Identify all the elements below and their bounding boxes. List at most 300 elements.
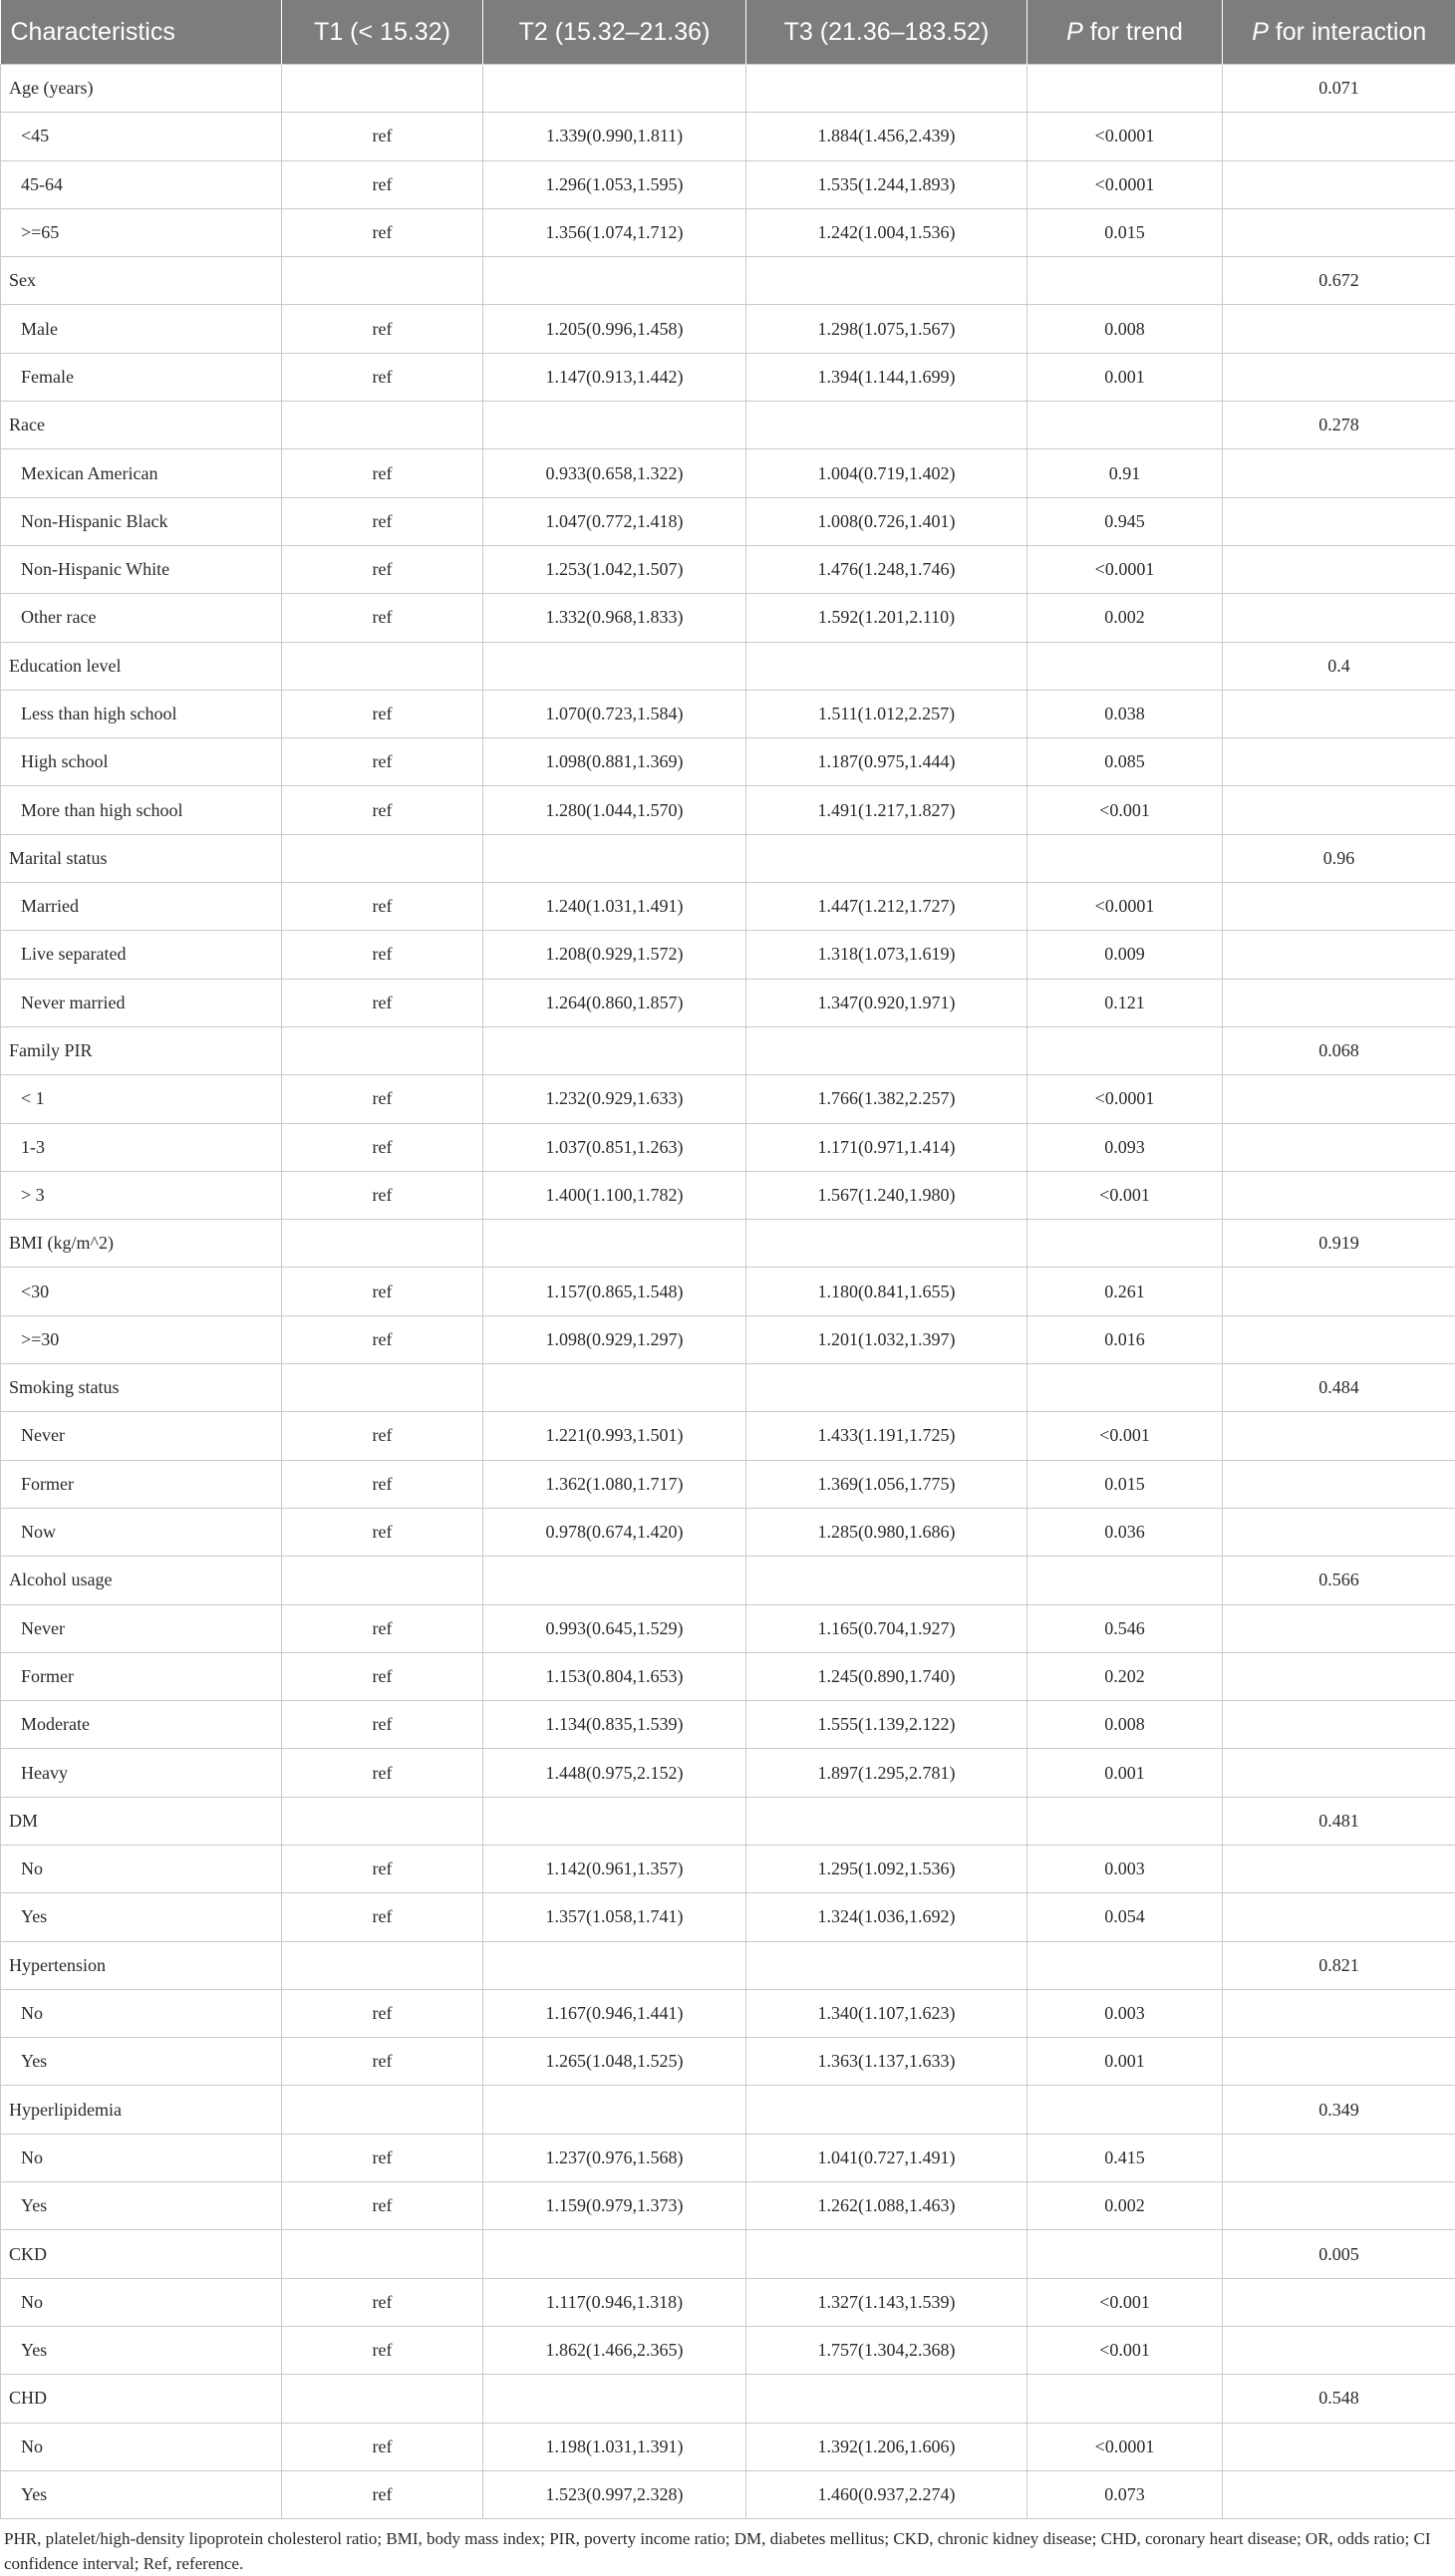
p-interaction-cell: 0.349: [1223, 2086, 1455, 2134]
t2-cell: 1.147(0.913,1.442): [483, 353, 746, 401]
t3-cell: 1.369(1.056,1.775): [746, 1460, 1027, 1508]
t3-cell: 1.285(0.980,1.686): [746, 1508, 1027, 1556]
t2-cell: 1.037(0.851,1.263): [483, 1123, 746, 1171]
table-row: [1, 2182, 1455, 2230]
t1-cell: [282, 642, 483, 690]
t1-cell: ref: [282, 690, 483, 737]
t3-cell: 1.757(1.304,2.368): [746, 2326, 1027, 2374]
t3-cell: 1.447(1.212,1.727): [746, 883, 1027, 931]
p-trend-cell: 0.001: [1027, 1749, 1223, 1797]
header-t3: T3 (21.36–183.52): [746, 0, 1027, 65]
p-interaction-cell: [1223, 1701, 1455, 1749]
t1-cell: ref: [282, 449, 483, 497]
t1-cell: ref: [282, 2182, 483, 2230]
t1-cell: ref: [282, 738, 483, 786]
t3-cell: 1.766(1.382,2.257): [746, 1075, 1027, 1123]
t1-cell: [282, 402, 483, 449]
table-row: [1, 2326, 1455, 2374]
group-row: [1, 1797, 1455, 1845]
t1-cell: [282, 2375, 483, 2423]
t2-cell: [483, 2230, 746, 2278]
table-row: [1, 1123, 1455, 1171]
p-interaction-cell: [1223, 449, 1455, 497]
p-trend-cell: 0.015: [1027, 208, 1223, 256]
group-row: [1, 1941, 1455, 1989]
table-row: [1, 208, 1455, 256]
p-interaction-cell: 0.672: [1223, 257, 1455, 305]
t2-cell: 0.978(0.674,1.420): [483, 1508, 746, 1556]
t3-cell: 1.511(1.012,2.257): [746, 690, 1027, 737]
subgroup-label: Now: [1, 1508, 282, 1556]
t2-cell: 1.198(1.031,1.391): [483, 2423, 746, 2470]
p-interaction-cell: 0.278: [1223, 402, 1455, 449]
group-row: [1, 2230, 1455, 2278]
p-trend-cell: 0.008: [1027, 1701, 1223, 1749]
p-interaction-cell: 0.005: [1223, 2230, 1455, 2278]
subgroup-label: No: [1, 2423, 282, 2470]
table-row: [1, 545, 1455, 593]
table-row: [1, 1749, 1455, 1797]
t1-cell: [282, 2230, 483, 2278]
t1-cell: ref: [282, 305, 483, 353]
t3-cell: 1.165(0.704,1.927): [746, 1604, 1027, 1652]
p-interaction-cell: 0.484: [1223, 1364, 1455, 1412]
subgroup-label: 1-3: [1, 1123, 282, 1171]
t1-cell: ref: [282, 1268, 483, 1315]
t1-cell: ref: [282, 1460, 483, 1508]
p-trend-cell: <0.001: [1027, 1412, 1223, 1460]
t3-cell: [746, 1026, 1027, 1074]
p-interaction-cell: [1223, 497, 1455, 545]
subgroup-label: Yes: [1, 2470, 282, 2518]
p-interaction-cell: [1223, 1123, 1455, 1171]
p-interaction-cell: [1223, 2134, 1455, 2181]
p-interaction-cell: [1223, 883, 1455, 931]
table-row: [1, 1604, 1455, 1652]
t3-cell: 1.201(1.032,1.397): [746, 1315, 1027, 1363]
table-row: [1, 1893, 1455, 1941]
t3-cell: 1.394(1.144,1.699): [746, 353, 1027, 401]
p-interaction-cell: [1223, 1845, 1455, 1892]
p-interaction-cell: [1223, 2470, 1455, 2518]
t1-cell: ref: [282, 1989, 483, 2037]
t3-cell: 1.324(1.036,1.692): [746, 1893, 1027, 1941]
p-trend-cell: 0.121: [1027, 979, 1223, 1026]
p-trend-cell: <0.0001: [1027, 545, 1223, 593]
t3-cell: 1.327(1.143,1.539): [746, 2278, 1027, 2326]
p-trend-cell: <0.001: [1027, 2278, 1223, 2326]
p-interaction-cell: [1223, 305, 1455, 353]
p-trend-cell: 0.415: [1027, 2134, 1223, 2181]
t3-cell: 1.171(0.971,1.414): [746, 1123, 1027, 1171]
p-interaction-cell: [1223, 1171, 1455, 1219]
subgroup-label: Yes: [1, 1893, 282, 1941]
subgroup-label: Former: [1, 1652, 282, 1700]
t2-cell: 1.098(0.881,1.369): [483, 738, 746, 786]
t1-cell: ref: [282, 1701, 483, 1749]
group-label: CHD: [1, 2375, 282, 2423]
t1-cell: ref: [282, 931, 483, 979]
t1-cell: [282, 1220, 483, 1268]
p-trend-cell: <0.001: [1027, 1171, 1223, 1219]
table-row: [1, 160, 1455, 208]
p-interaction-cell: 0.548: [1223, 2375, 1455, 2423]
group-label: Hypertension: [1, 1941, 282, 1989]
t1-cell: ref: [282, 1749, 483, 1797]
t3-cell: 1.476(1.248,1.746): [746, 545, 1027, 593]
p-interaction-cell: [1223, 208, 1455, 256]
t2-cell: 1.157(0.865,1.548): [483, 1268, 746, 1315]
t2-cell: [483, 834, 746, 882]
subgroup-label: No: [1, 1845, 282, 1892]
table-row: [1, 2278, 1455, 2326]
group-row: [1, 65, 1455, 113]
p-trend-cell: 0.093: [1027, 1123, 1223, 1171]
p-interaction-cell: [1223, 113, 1455, 160]
header-row: [1, 0, 1455, 65]
t1-cell: ref: [282, 1893, 483, 1941]
p-trend-cell: [1027, 65, 1223, 113]
subgroup-label: > 3: [1, 1171, 282, 1219]
subgroup-label: < 1: [1, 1075, 282, 1123]
t2-cell: [483, 1797, 746, 1845]
t1-cell: ref: [282, 160, 483, 208]
t3-cell: 1.340(1.107,1.623): [746, 1989, 1027, 2037]
t3-cell: 1.187(0.975,1.444): [746, 738, 1027, 786]
p-trend-cell: 0.016: [1027, 1315, 1223, 1363]
subgroup-label: <45: [1, 113, 282, 160]
p-interaction-cell: [1223, 1604, 1455, 1652]
t2-cell: 1.523(0.997,2.328): [483, 2470, 746, 2518]
t2-cell: 0.933(0.658,1.322): [483, 449, 746, 497]
t2-cell: 1.167(0.946,1.441): [483, 1989, 746, 2037]
table-row: [1, 1845, 1455, 1892]
t1-cell: ref: [282, 2423, 483, 2470]
t2-cell: 1.240(1.031,1.491): [483, 883, 746, 931]
p-interaction-cell: [1223, 2182, 1455, 2230]
header-t1: T1 (< 15.32): [282, 0, 483, 65]
p-trend-cell: [1027, 642, 1223, 690]
t3-cell: 1.592(1.201,2.110): [746, 594, 1027, 642]
p-interaction-cell: [1223, 545, 1455, 593]
table-row: [1, 2470, 1455, 2518]
table-row: [1, 1460, 1455, 1508]
p-trend-cell: 0.91: [1027, 449, 1223, 497]
p-trend-cell: [1027, 2230, 1223, 2278]
group-row: [1, 1364, 1455, 1412]
p-interaction-cell: [1223, 1989, 1455, 2037]
p-interaction-cell: [1223, 2326, 1455, 2374]
t3-cell: 1.262(1.088,1.463): [746, 2182, 1027, 2230]
p-trend-cell: 0.003: [1027, 1845, 1223, 1892]
p-interaction-cell: 0.481: [1223, 1797, 1455, 1845]
t1-cell: ref: [282, 2470, 483, 2518]
p-trend-cell: 0.038: [1027, 690, 1223, 737]
table-row: [1, 449, 1455, 497]
t3-cell: 1.567(1.240,1.980): [746, 1171, 1027, 1219]
p-trend-cell: <0.0001: [1027, 113, 1223, 160]
t3-cell: [746, 834, 1027, 882]
table-row: [1, 1989, 1455, 2037]
t2-cell: 1.862(1.466,2.365): [483, 2326, 746, 2374]
t2-cell: [483, 1364, 746, 1412]
t1-cell: [282, 65, 483, 113]
t2-cell: 1.134(0.835,1.539): [483, 1701, 746, 1749]
t1-cell: ref: [282, 497, 483, 545]
p-interaction-cell: [1223, 786, 1455, 834]
group-row: [1, 257, 1455, 305]
p-interaction-cell: [1223, 1075, 1455, 1123]
t2-cell: [483, 1220, 746, 1268]
p-trend-cell: <0.0001: [1027, 2423, 1223, 2470]
t2-cell: 1.232(0.929,1.633): [483, 1075, 746, 1123]
p-trend-cell: [1027, 1557, 1223, 1604]
p-trend-cell: [1027, 1797, 1223, 1845]
group-row: [1, 1026, 1455, 1074]
table-row: [1, 1701, 1455, 1749]
p-interaction-cell: [1223, 931, 1455, 979]
group-label: Marital status: [1, 834, 282, 882]
t3-cell: [746, 2230, 1027, 2278]
t2-cell: 1.448(0.975,2.152): [483, 1749, 746, 1797]
table-body: [1, 65, 1455, 2519]
t1-cell: ref: [282, 208, 483, 256]
t3-cell: [746, 402, 1027, 449]
t2-cell: [483, 2375, 746, 2423]
t1-cell: [282, 1797, 483, 1845]
t3-cell: 1.242(1.004,1.536): [746, 208, 1027, 256]
subgroup-label: Yes: [1, 2326, 282, 2374]
p-trend-cell: [1027, 2086, 1223, 2134]
t3-cell: 1.318(1.073,1.619): [746, 931, 1027, 979]
subgroup-label: Non-Hispanic White: [1, 545, 282, 593]
t1-cell: ref: [282, 545, 483, 593]
group-row: [1, 642, 1455, 690]
t1-cell: ref: [282, 883, 483, 931]
subgroup-label: 45-64: [1, 160, 282, 208]
t1-cell: [282, 834, 483, 882]
p-interaction-cell: [1223, 353, 1455, 401]
table-row: [1, 883, 1455, 931]
p-trend-cell: [1027, 834, 1223, 882]
group-label: Smoking status: [1, 1364, 282, 1412]
p-trend-cell: 0.001: [1027, 2038, 1223, 2086]
t3-cell: 1.884(1.456,2.439): [746, 113, 1027, 160]
p-interaction-cell: [1223, 1749, 1455, 1797]
p-interaction-cell: 0.566: [1223, 1557, 1455, 1604]
p-interaction-cell: [1223, 1893, 1455, 1941]
t1-cell: ref: [282, 594, 483, 642]
subgroup-label: Less than high school: [1, 690, 282, 737]
table-row: [1, 690, 1455, 737]
p-interaction-cell: [1223, 2278, 1455, 2326]
p-trend-cell: 0.001: [1027, 353, 1223, 401]
group-label: Hyperlipidemia: [1, 2086, 282, 2134]
p-trend-cell: <0.001: [1027, 786, 1223, 834]
subgroup-label: Non-Hispanic Black: [1, 497, 282, 545]
t1-cell: [282, 1026, 483, 1074]
group-label: CKD: [1, 2230, 282, 2278]
t1-cell: ref: [282, 113, 483, 160]
table-row: [1, 1652, 1455, 1700]
subgroup-label: Married: [1, 883, 282, 931]
t3-cell: 1.491(1.217,1.827): [746, 786, 1027, 834]
table-row: [1, 2038, 1455, 2086]
table-row: [1, 2423, 1455, 2470]
group-row: [1, 834, 1455, 882]
t3-cell: [746, 1220, 1027, 1268]
t3-cell: [746, 1941, 1027, 1989]
t1-cell: ref: [282, 2278, 483, 2326]
p-trend-cell: 0.202: [1027, 1652, 1223, 1700]
group-row: [1, 2375, 1455, 2423]
subgroup-label: No: [1, 2278, 282, 2326]
p-trend-cell: <0.0001: [1027, 883, 1223, 931]
subgroup-label: More than high school: [1, 786, 282, 834]
table-row: [1, 738, 1455, 786]
p-interaction-cell: [1223, 1315, 1455, 1363]
table-row: [1, 1075, 1455, 1123]
p-trend-cell: 0.073: [1027, 2470, 1223, 2518]
header-p-trend: P for trend: [1027, 0, 1223, 65]
t1-cell: [282, 257, 483, 305]
t2-cell: 1.253(1.042,1.507): [483, 545, 746, 593]
t1-cell: ref: [282, 1845, 483, 1892]
t2-cell: [483, 1026, 746, 1074]
table-row: [1, 497, 1455, 545]
t2-cell: 1.237(0.976,1.568): [483, 2134, 746, 2181]
p-trend-cell: [1027, 1220, 1223, 1268]
t2-cell: [483, 1941, 746, 1989]
t3-cell: 1.460(0.937,2.274): [746, 2470, 1027, 2518]
p-interaction-cell: [1223, 1268, 1455, 1315]
p-trend-cell: [1027, 1941, 1223, 1989]
p-trend-cell: [1027, 1364, 1223, 1412]
group-label: DM: [1, 1797, 282, 1845]
table-row: [1, 1412, 1455, 1460]
p-interaction-cell: 0.071: [1223, 65, 1455, 113]
table-row: [1, 1268, 1455, 1315]
group-label: Alcohol usage: [1, 1557, 282, 1604]
group-row: [1, 1557, 1455, 1604]
p-trend-cell: 0.054: [1027, 1893, 1223, 1941]
header-p-interaction: P for interaction: [1223, 0, 1455, 65]
t1-cell: [282, 1941, 483, 1989]
table-row: [1, 2134, 1455, 2181]
subgroup-label: Former: [1, 1460, 282, 1508]
table-footnote: PHR, platelet/high-density lipoprotein cholesterol ratio; BMI, body mass index; PIR, poverty income ratio; DM, diabetes mellitus; CKD, chronic kidney disease; CHD, coronary heart disease; OR, odds ratio; CI confidence interval; Ref, reference.: [4, 2529, 1431, 2574]
p-interaction-cell: [1223, 1652, 1455, 1700]
subgroup-label: Live separated: [1, 931, 282, 979]
subgroup-label: Heavy: [1, 1749, 282, 1797]
t1-cell: ref: [282, 353, 483, 401]
group-label: Age (years): [1, 65, 282, 113]
t3-cell: 1.008(0.726,1.401): [746, 497, 1027, 545]
p-trend-cell: 0.003: [1027, 1989, 1223, 2037]
table-row: [1, 979, 1455, 1026]
t3-cell: 1.363(1.137,1.633): [746, 2038, 1027, 2086]
t2-cell: 1.208(0.929,1.572): [483, 931, 746, 979]
t3-cell: [746, 2375, 1027, 2423]
t3-cell: 1.392(1.206,1.606): [746, 2423, 1027, 2470]
t1-cell: ref: [282, 1412, 483, 1460]
table-row: [1, 786, 1455, 834]
p-interaction-cell: [1223, 979, 1455, 1026]
table-row: [1, 1508, 1455, 1556]
header-characteristics: Characteristics: [1, 0, 282, 65]
p-interaction-cell: 0.96: [1223, 834, 1455, 882]
t3-cell: [746, 257, 1027, 305]
t3-cell: [746, 1364, 1027, 1412]
p-trend-cell: 0.008: [1027, 305, 1223, 353]
p-interaction-cell: [1223, 594, 1455, 642]
t2-cell: [483, 1557, 746, 1604]
p-trend-cell: <0.001: [1027, 2326, 1223, 2374]
t2-cell: [483, 65, 746, 113]
p-trend-cell: [1027, 1026, 1223, 1074]
t3-cell: [746, 1797, 1027, 1845]
t1-cell: ref: [282, 979, 483, 1026]
table-header: [1, 0, 1455, 65]
t1-cell: ref: [282, 1652, 483, 1700]
t2-cell: 1.047(0.772,1.418): [483, 497, 746, 545]
group-label: Education level: [1, 642, 282, 690]
subgroup-label: Mexican American: [1, 449, 282, 497]
t3-cell: [746, 2086, 1027, 2134]
t2-cell: 1.265(1.048,1.525): [483, 2038, 746, 2086]
t1-cell: ref: [282, 2326, 483, 2374]
t2-cell: 1.332(0.968,1.833): [483, 594, 746, 642]
t2-cell: 1.098(0.929,1.297): [483, 1315, 746, 1363]
p-trend-cell: 0.009: [1027, 931, 1223, 979]
t2-cell: 1.356(1.074,1.712): [483, 208, 746, 256]
t3-cell: [746, 65, 1027, 113]
t2-cell: [483, 257, 746, 305]
p-interaction-cell: 0.821: [1223, 1941, 1455, 1989]
p-trend-cell: [1027, 257, 1223, 305]
p-interaction-cell: [1223, 1508, 1455, 1556]
t1-cell: ref: [282, 1171, 483, 1219]
table-row: [1, 305, 1455, 353]
t2-cell: 1.280(1.044,1.570): [483, 786, 746, 834]
subgroup-label: Male: [1, 305, 282, 353]
t3-cell: [746, 642, 1027, 690]
p-trend-cell: 0.002: [1027, 2182, 1223, 2230]
t1-cell: ref: [282, 1075, 483, 1123]
subgroup-label: Yes: [1, 2182, 282, 2230]
t1-cell: ref: [282, 1123, 483, 1171]
t1-cell: [282, 1364, 483, 1412]
subgroup-label: High school: [1, 738, 282, 786]
t1-cell: ref: [282, 1315, 483, 1363]
t2-cell: 1.070(0.723,1.584): [483, 690, 746, 737]
table-row: [1, 1171, 1455, 1219]
p-trend-cell: [1027, 402, 1223, 449]
group-label: Sex: [1, 257, 282, 305]
t2-cell: 1.357(1.058,1.741): [483, 1893, 746, 1941]
p-interaction-cell: 0.068: [1223, 1026, 1455, 1074]
p-interaction-cell: [1223, 1460, 1455, 1508]
t1-cell: ref: [282, 1604, 483, 1652]
header-t2: T2 (15.32–21.36): [483, 0, 746, 65]
p-interaction-cell: [1223, 690, 1455, 737]
t2-cell: 1.221(0.993,1.501): [483, 1412, 746, 1460]
group-label: Race: [1, 402, 282, 449]
p-interaction-cell: [1223, 2423, 1455, 2470]
t3-cell: 1.298(1.075,1.567): [746, 305, 1027, 353]
table-row: [1, 594, 1455, 642]
t2-cell: 1.296(1.053,1.595): [483, 160, 746, 208]
